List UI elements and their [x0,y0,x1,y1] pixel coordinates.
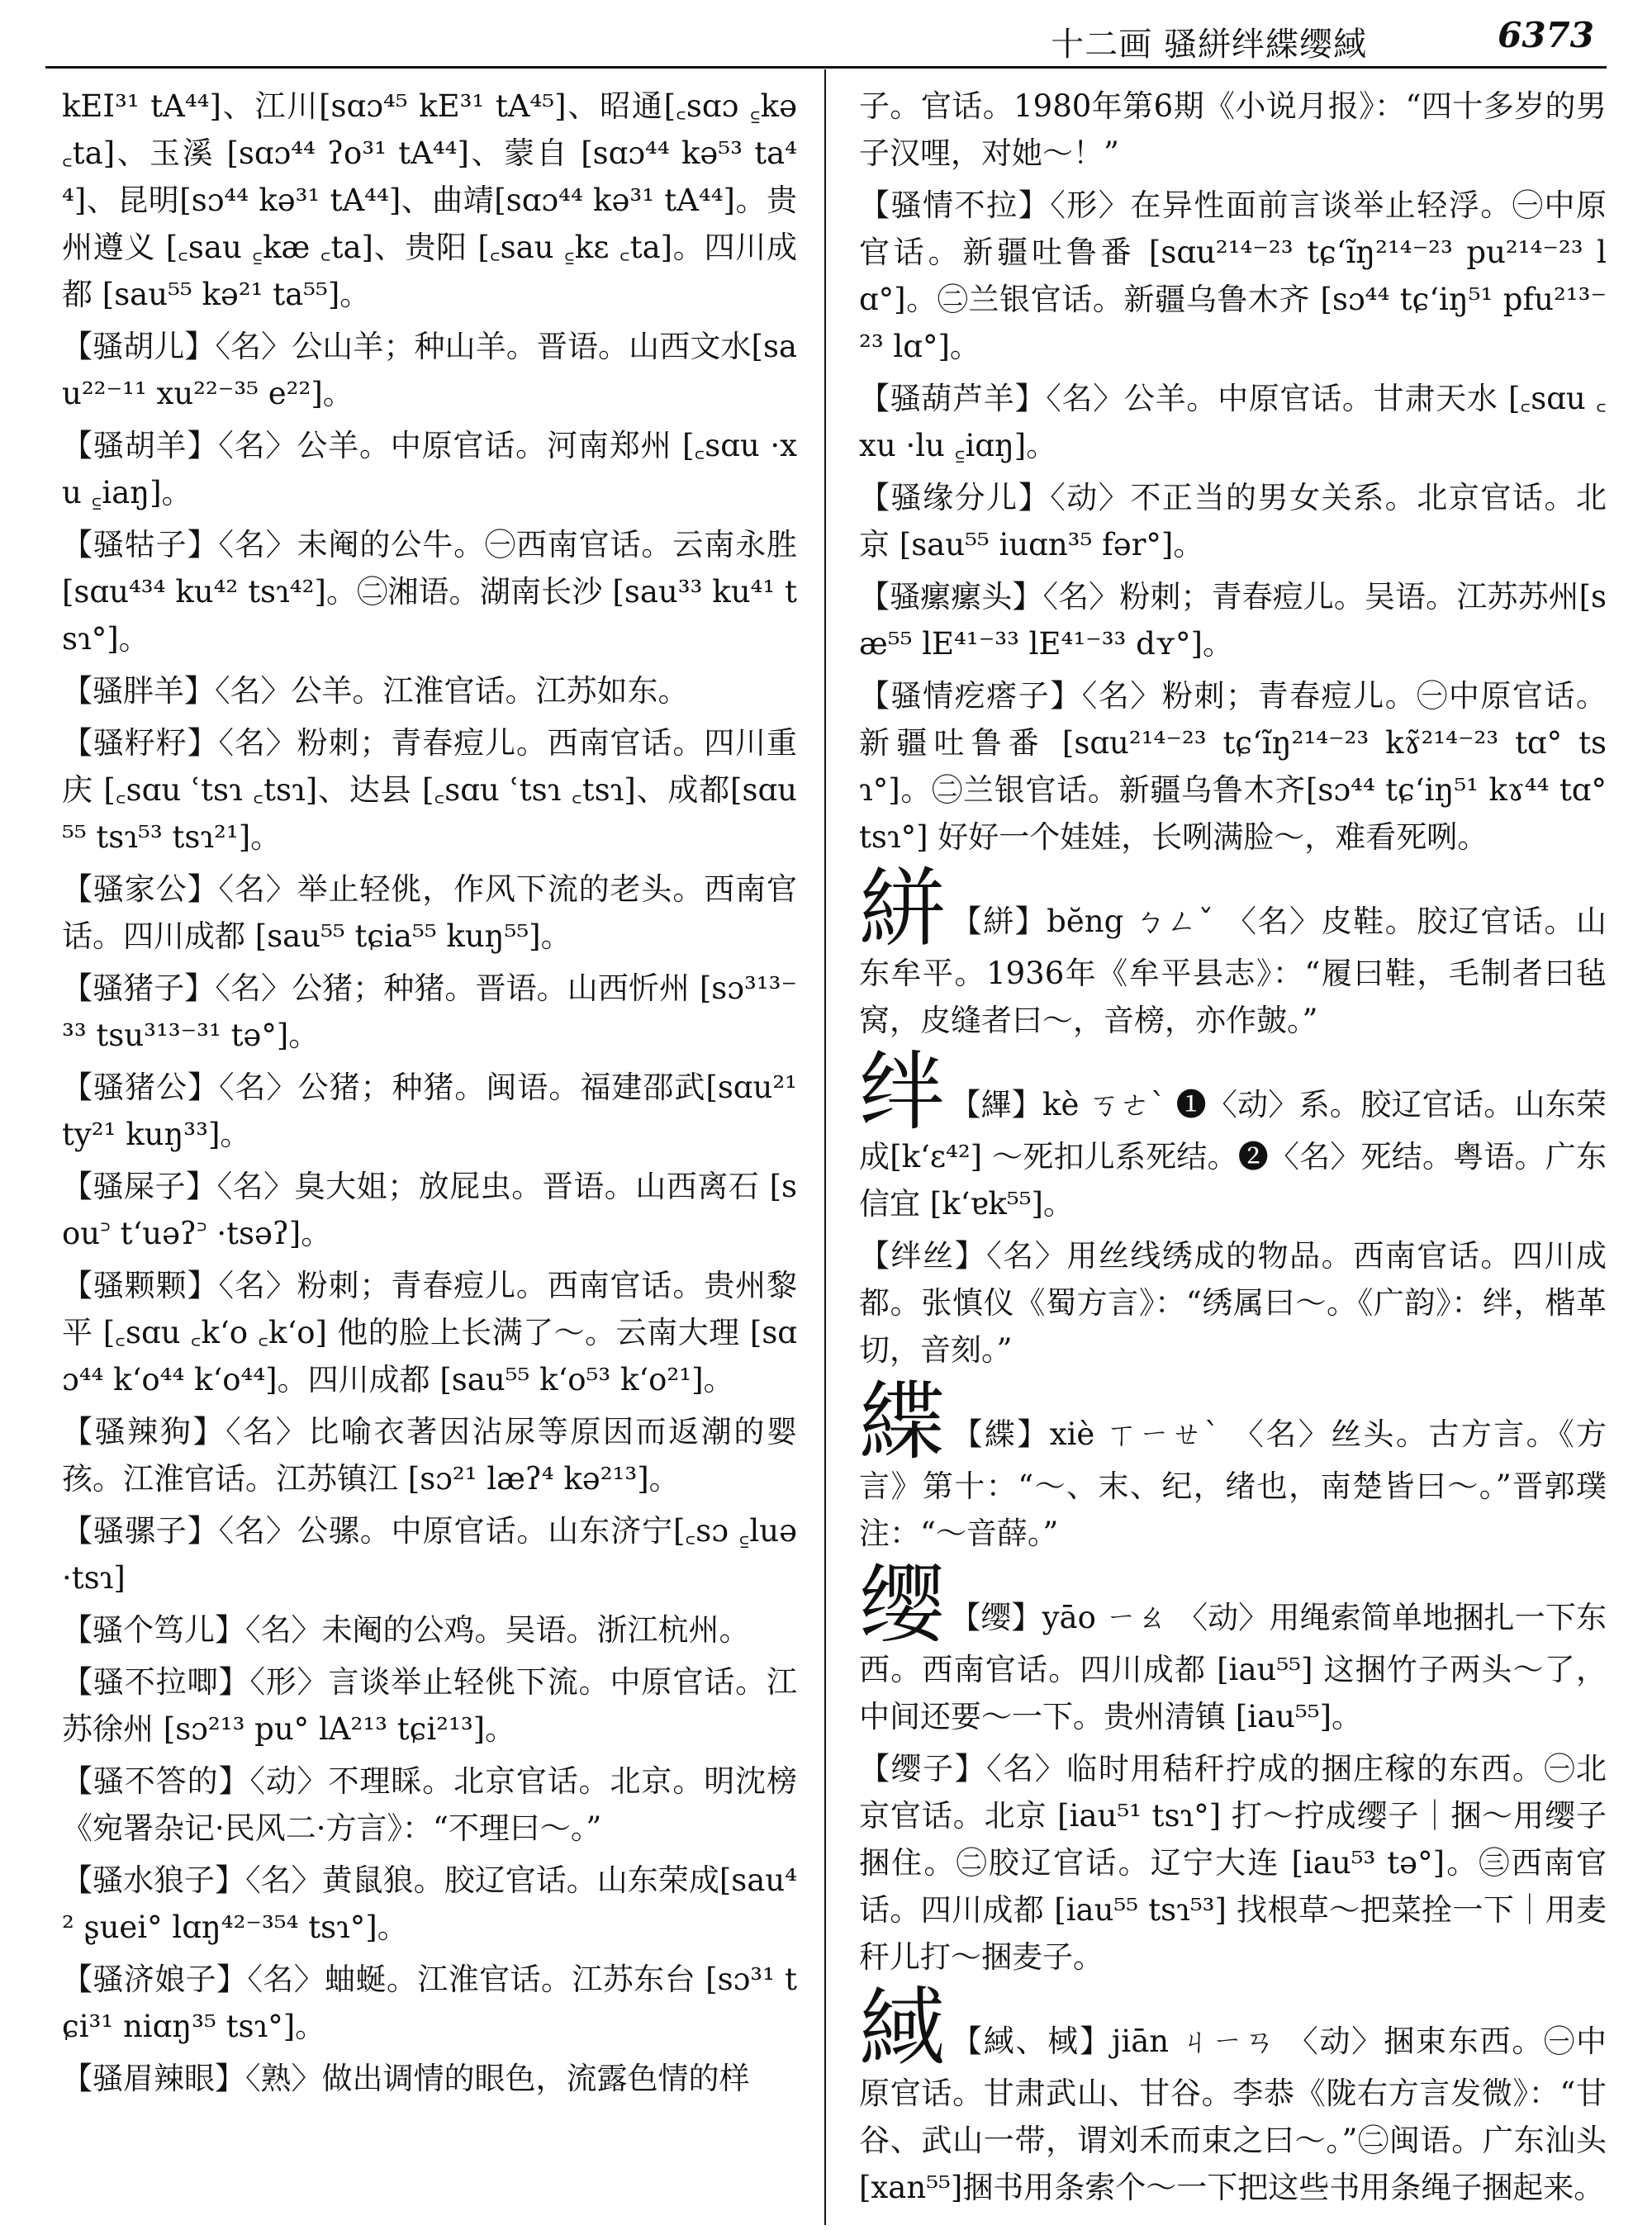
character-entry [859,1371,1607,1557]
dictionary-entry: 【骚猪子】〈名〉公猪；种猪。晋语。山西忻州 [sɔ³¹³⁻³³ tsu³¹³⁻³¹ tə°]。 [62,970,797,1053]
dictionary-entry: 【骚屎子】〈名〉臭大姐；放屁虫。晋语。山西离石 [sou꜄ tʻuəʔ꜄ ·tsəʔ]。 [62,1169,797,1251]
dictionary-entry: 【骚辣狗】〈名〉比喻衣著因沾尿等原因而返潮的婴孩。江淮官话。江苏镇江 [sɔ²¹ læʔ⁴ kə²¹³]。 [62,1414,797,1497]
dictionary-entry: 【骚胡羊】〈名〉公羊。中原官话。河南郑州 [꜀sɑu ·xu ꜁iaŋ]。 [62,428,797,510]
dictionary-entry: 【骚籽籽】〈名〉粉刺；青春痘儿。西南官话。四川重庆 [꜀sɑu ʿtsɿ ꜀tsɿ]、达县 [꜀sɑu ʿtsɿ ꜀tsɿ]、成都[sɑu⁵⁵ tsɿ⁵³ tsɿ²¹]。 [62,725,797,855]
page-number: 6373 [1498,15,1594,55]
dictionary-entry: 【骚情疙瘩子】〈名〉粉刺；青春痘儿。㊀中原官话。新疆吐鲁番 [sɑu²¹⁴⁻²³ tɕʻĩŋ²¹⁴⁻²³ kɤ̃²¹⁴⁻²³ tɑ° tsɿ°]。㊁兰银官话。新疆乌鲁木齐[sɔ⁴⁴ tɕʻiŋ⁵¹ kɤ⁴⁴ tɑ° tsɿ°] 好好一个娃娃，长咧满脸～，难看死咧。 [859,678,1607,855]
character-entry-text: 【緤】xiè ㄒㄧㄝˋ 〈名〉丝头。古方言。《方言》第十：“～、末、纪，绪也，南楚皆曰～。”晋郭璞注：“～音薛。” [859,1416,1607,1551]
dictionary-entry: 【骚家公】〈名〉举止轻佻，作风下流的老头。西南官话。四川成都 [sau⁵⁵ tɕia⁵⁵ kuŋ⁵⁵]。 [62,871,797,954]
left-column [62,83,797,2222]
character-entry-text: 【縪】kè ㄎㄜˋ ❶〈动〉系。胶辽官话。山东荣成[kʻɛ⁴²] ～死扣儿系死结。❷〈名〉死结。粤语。广东信宜 [kʻɐk⁵⁵]。 [859,1087,1607,1222]
dictionary-entry: 【骚骡子】〈名〉公骡。中原官话。山东济宁[꜀sɔ ꜁luə ·tsɿ] [62,1513,797,1596]
dictionary-entry: 【骚胖羊】〈名〉公羊。江淮官话。江苏如东。 [62,673,689,709]
dictionary-entry: 【绊丝】〈名〉用丝线绣成的物品。西南官话。四川成都。张慎仪《蜀方言》：“绣属曰～。《广韵》：绊，楷革切，音刻。” [859,1238,1607,1368]
dictionary-entry: 【骚瘰瘰头】〈名〉粉刺；青春痘儿。吴语。江苏苏州[sæ⁵⁵ lE⁴¹⁻³³ lE⁴¹⁻³³ dʏ°]。 [859,579,1607,662]
section-title: 十二画 骚絣绊緤缨緎 [1051,26,1367,64]
character-entry [859,1041,1607,1227]
dictionary-entry: 【骚不答的】〈动〉不理睬。北京官话。北京。明沈榜《宛署杂记·民风二·方言》：“不理曰～。” [62,1763,797,1846]
dictionary-entry: 【骚水狼子】〈名〉黄鼠狼。胶辽官话。山东荣成[sau⁴² ʂuei° lɑŋ⁴²⁻³⁵⁴ tsɿ°]。 [62,1862,797,1945]
entry-continuation: kEI³¹ tA⁴⁴]、江川[sɑɔ⁴⁵ kE³¹ tA⁴⁵]、昭通[꜀sɑɔ ꜁kə ꜀ta]、玉溪 [sɑɔ⁴⁴ ʔo³¹ tA⁴⁴]、蒙自 [sɑɔ⁴⁴ kə⁵³ ta⁴⁴]、昆明[sɔ⁴⁴ kə³¹ tA⁴⁴]、曲靖[sɑɔ⁴⁴ kə³¹ tA⁴⁴]。贵州遵义 [꜀sau ꜁kæ ꜀ta]、贵阳 [꜀sau ꜁kɛ ꜀ta]。四川成都 [sau⁵⁵ kə²¹ ta⁵⁵]。 [62,88,797,312]
header-rule [45,66,1607,69]
character-entry [859,858,1607,1044]
dictionary-entry: 【骚牯子】〈名〉未阉的公牛。㊀西南官话。云南永胜[sɑu⁴³⁴ ku⁴² tsɿ⁴²]。㊁湘语。湖南长沙 [sau³³ ku⁴¹ tsɿ°]。 [62,527,797,657]
character-entry-text: 【絣】bĕng ㄅㄥˇ 〈名〉皮鞋。胶辽官话。山东牟平。1936年《牟平县志》：“履曰鞋，毛制者曰毡窝，皮缝者曰～，音榜，亦作皷。” [859,904,1607,1038]
dictionary-entry: 【骚葫芦羊】〈名〉公羊。中原官话。甘肃天水 [꜀sɑu ꜀xu ·lu ꜁iɑŋ]。 [859,381,1607,463]
entry-continuation: 子。官话。1980年第6期《小说月报》：“四十多岁的男子汉哩，对她～！” [859,88,1607,171]
dictionary-entry: 【骚缘分儿】〈动〉不正当的男女关系。北京官话。北京 [sau⁵⁵ iuɑn³⁵ fər°]。 [859,480,1607,562]
dictionary-entry: 【骚情不拉】〈形〉在异性面前言谈举止轻浮。㊀中原官话。新疆吐鲁番 [sɑu²¹⁴⁻²³ tɕʻĩŋ²¹⁴⁻²³ pu²¹⁴⁻²³ lɑ°]。㊁兰银官话。新疆乌鲁木齐 [sɔ⁴⁴ tɕʻiŋ⁵¹ pfu²¹³⁻²³ lɑ°]。 [859,187,1607,364]
page-header [0,0,1652,64]
dictionary-entry: 【缨子】〈名〉临时用秸秆拧成的捆庄稼的东西。㊀北京官话。北京 [iau⁵¹ tsɿ°] 打～拧成缨子｜捆～用缨子捆住。㊁胶辽官话。辽宁大连 [iau⁵³ tə°]。㊂西南官话。四川成都 [iau⁵⁵ tsɿ⁵³] 找根草～把菜拴一下｜用麦秆儿打～捆麦子。 [859,1751,1607,1975]
character-entry-text: 【缨】yāo ㄧㄠ 〈动〉用绳索简单地捆扎一下东西。西南官话。四川成都 [iau⁵⁵] 这捆竹子两头～了，中间还要～一下。贵州清镇 [iau⁵⁵]。 [859,1600,1607,1734]
head-character: 絣 [859,858,947,959]
right-column [859,83,1607,2222]
character-entry [859,1978,1607,2211]
head-character: 緎 [859,1978,947,2079]
dictionary-entry: 【骚猪公】〈名〉公猪；种猪。闽语。福建邵武[sɑu²¹ ty²¹ kuŋ³³]。 [62,1070,797,1152]
dictionary-entry: 【骚个笃儿】〈名〉未阉的公鸡。吴语。浙江杭州。 [62,1612,750,1648]
head-character: 缨 [859,1554,946,1655]
character-entry [859,1554,1607,1740]
dictionary-entry: 【骚济娘子】〈名〉蚰蜒。江淮官话。江苏东台 [sɔ³¹ tɕi³¹ niɑŋ³⁵ tsɿ°]。 [62,1962,797,2044]
character-entry-text: 【緎、棫】jiān ㄐㄧㄢ 〈动〉捆束东西。㊀中原官话。甘肃武山、甘谷。李恭《陇右方言发微》：“甘谷、武山一带，谓刘禾而束之曰～。”㊁闽语。广东汕头[xan⁵⁵]捆书用条索个～一下把这些书用条绳子捆起来。 [859,2024,1607,2205]
dictionary-entry: 【骚眉辣眼】〈熟〉做出调情的眼色，流露色情的样 [62,2061,750,2096]
dictionary-entry: 【骚不拉唧】〈形〉言谈举止轻佻下流。中原官话。江苏徐州 [sɔ²¹³ pu° lA²¹³ tɕi²¹³]。 [62,1664,797,1747]
dictionary-entry: 【骚胡儿】〈名〉公山羊；种山羊。晋语。山西文水[sau²²⁻¹¹ xu²²⁻³⁵ e²²]。 [62,329,797,411]
column-divider [824,69,826,2225]
head-character: 绊 [859,1041,946,1142]
head-character: 緤 [859,1371,947,1472]
dictionary-entry: 【骚颗颗】〈名〉粉刺；青春痘儿。西南官话。贵州黎平 [꜀sɑu ꜀kʻo ꜀kʻo] 他的脸上长满了～。云南大理 [sɑɔ⁴⁴ kʻo⁴⁴ kʻo⁴⁴]。四川成都 [sau⁵⁵ kʻo⁵³ kʻo²¹]。 [62,1268,797,1397]
